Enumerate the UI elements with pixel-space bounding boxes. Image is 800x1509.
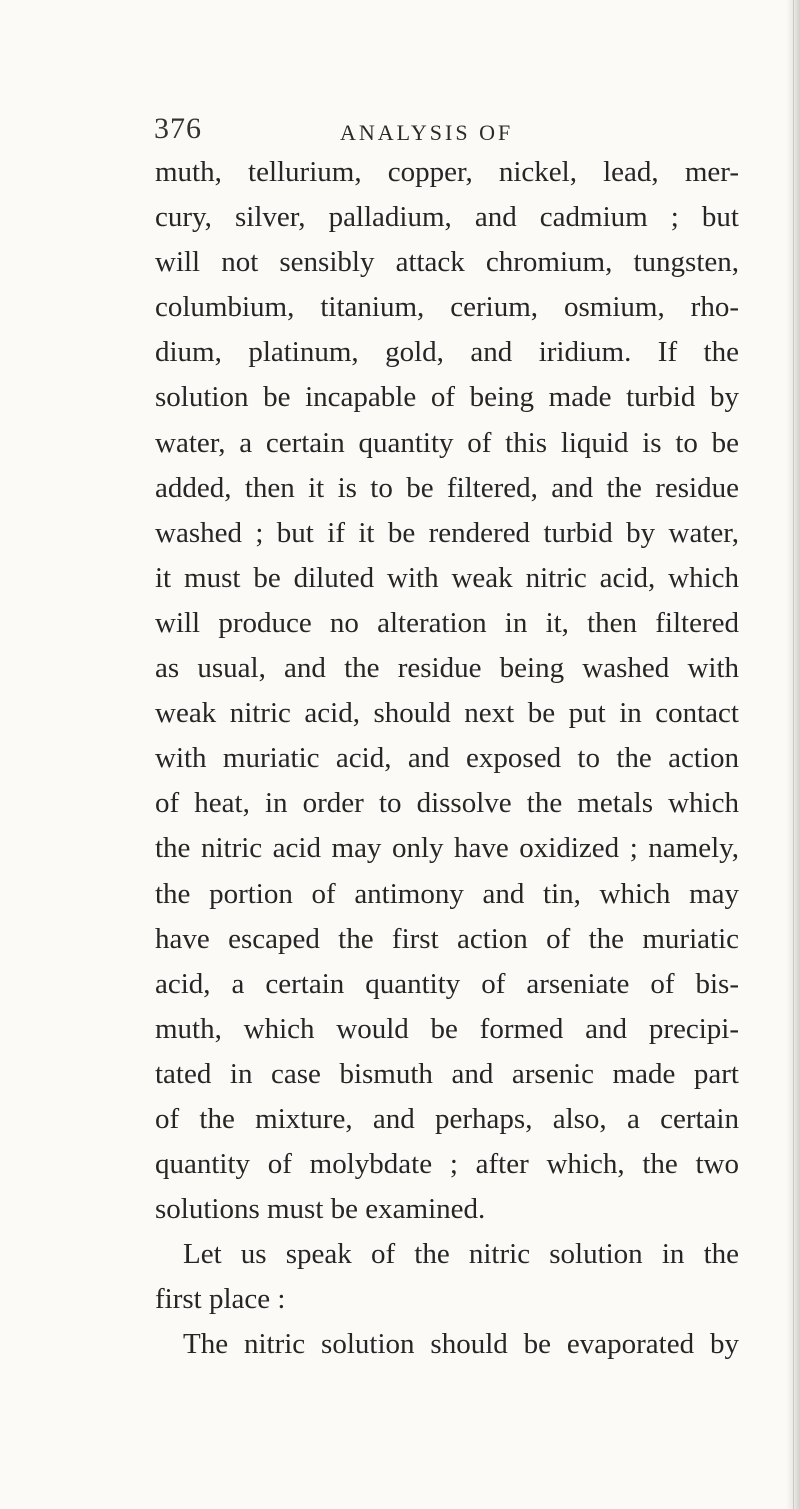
text-line: muth, tellurium, copper, nickel, lead, mer- [155,156,739,188]
text-line: added, then it is to be filtered, and the residue [155,471,739,504]
text-line: muth, which would be formed and precipi- [155,1012,739,1045]
text-line: tated in case bismuth and arsenic made part [155,1057,739,1090]
text-line: dium, platinum, gold, and iridium. If the [155,336,739,369]
text-line: the nitric acid may only have oxidized ; namely, [155,832,739,865]
text-line: The nitric solution should be evaporated by [183,1328,739,1361]
text-line: quantity of molybdate ; after which, the two [155,1148,739,1181]
running-head: ANALYSIS OF [340,120,514,145]
page-number: 376 [154,112,202,145]
text-line: weak nitric acid, should next be put in contact [155,697,739,730]
text-line: washed ; but if it be rendered turbid by water, [155,516,739,549]
text-line: first place : [155,1283,286,1316]
text-line: it must be diluted with weak nitric acid, which [155,561,739,594]
text-line: have escaped the first action of the muriatic [155,922,739,955]
text-line: of heat, in order to dissolve the metals which [155,787,739,820]
text-line: with muriatic acid, and exposed to the action [155,742,739,775]
page-header [154,112,734,152]
text-line: will not sensibly attack chromium, tungsten, [155,246,739,279]
text-line: cury, silver, palladium, and cadmium ; but [155,201,739,234]
text-line: acid, a certain quantity of arseniate of bis- [155,967,739,1000]
text-line: columbium, titanium, cerium, osmium, rho- [155,291,739,324]
body-text [155,150,739,1368]
text-line: Let us speak of the nitric solution in the [183,1238,739,1271]
page-edge-line [793,0,794,1509]
text-line: solution be incapable of being made turbid by [155,381,739,414]
text-line: of the mixture, and perhaps, also, a certain [155,1102,739,1135]
text-line: will produce no alteration in it, then filtered [155,606,739,639]
text-line: the portion of antimony and tin, which may [155,877,739,910]
text-line: solutions must be examined. [155,1193,486,1226]
text-line: water, a certain quantity of this liquid is to be [155,426,739,459]
text-line: as usual, and the residue being washed with [155,652,739,685]
